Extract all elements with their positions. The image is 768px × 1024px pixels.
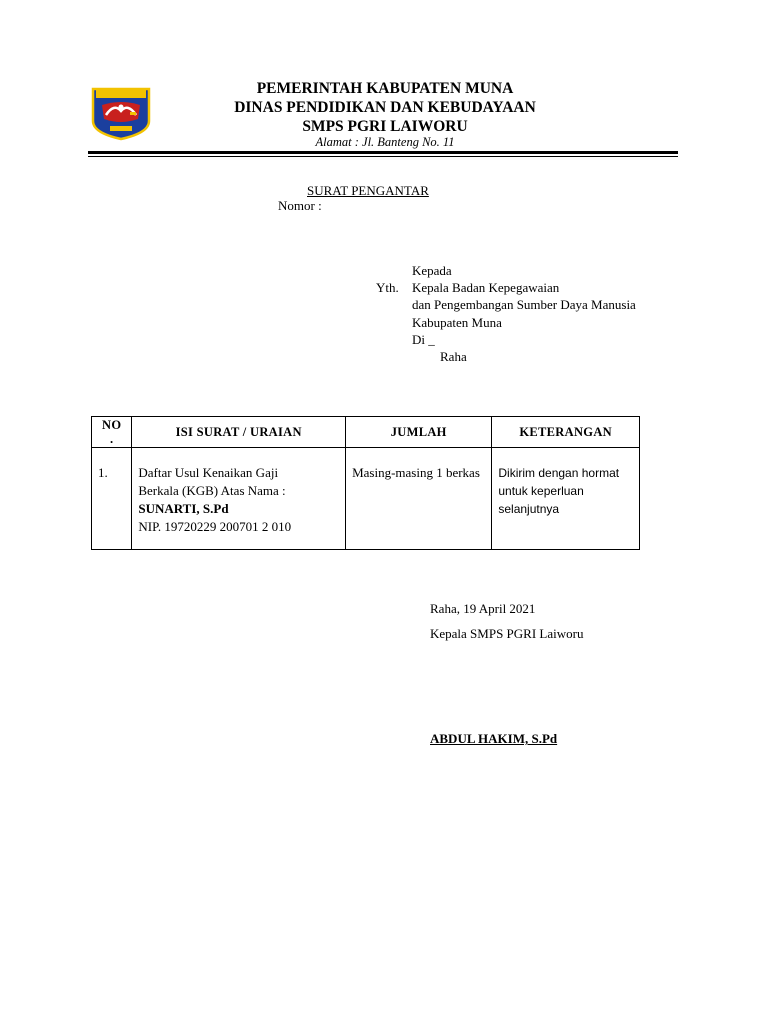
cell-jumlah: Masing-masing 1 berkas bbox=[346, 448, 492, 550]
table-header-row bbox=[92, 417, 640, 448]
recipient-yth: Yth. bbox=[376, 280, 399, 295]
isi-line1: Daftar Usul Kenaikan Gaji bbox=[138, 465, 279, 480]
recipient-di: Di _ bbox=[412, 332, 435, 347]
recipient-line2: dan Pengembangan Sumber Daya Manusia bbox=[412, 297, 636, 312]
header-rule-thin bbox=[88, 156, 678, 157]
recipient-kepada: Kepada bbox=[412, 263, 452, 278]
isi-line2: Berkala (KGB) Atas Nama : bbox=[138, 483, 286, 498]
header-school: SMPS PGRI LAIWORU bbox=[302, 118, 468, 135]
letter-number-label: Nomor : bbox=[278, 198, 322, 213]
signature-position: Kepala SMPS PGRI Laiworu bbox=[430, 626, 584, 641]
recipient-line3: Kabupaten Muna bbox=[412, 315, 502, 330]
header-address: Alamat : Jl. Banteng No. 11 bbox=[315, 135, 455, 149]
cell-no: 1. bbox=[92, 448, 132, 550]
kabupaten-muna-logo bbox=[90, 85, 152, 141]
header-isi: ISI SURAT / URAIAN bbox=[132, 417, 346, 448]
cell-keterangan: Dikirim dengan hormat untuk keperluan selanjutnya bbox=[492, 448, 640, 550]
isi-nip: NIP. 19720229 200701 2 010 bbox=[138, 519, 292, 534]
recipient-city: Raha bbox=[440, 349, 467, 364]
header-jumlah: JUMLAH bbox=[346, 417, 492, 448]
isi-name: SUNARTI, S.Pd bbox=[138, 501, 229, 516]
letter-table bbox=[91, 416, 640, 550]
letter-title: SURAT PENGANTAR bbox=[307, 183, 429, 198]
header-agency: DINAS PENDIDIKAN DAN KEBUDAYAAN bbox=[234, 99, 536, 116]
signature-name: ABDUL HAKIM, S.Pd bbox=[430, 731, 558, 746]
recipient-line1: Kepala Badan Kepegawaian bbox=[412, 280, 560, 295]
table-row bbox=[92, 448, 640, 550]
signature-place-date: Raha, 19 April 2021 bbox=[430, 601, 536, 616]
header-government: PEMERINTAH KABUPATEN MUNA bbox=[256, 80, 514, 97]
header-keterangan: KETERANGAN bbox=[492, 417, 640, 448]
header-rule-thick bbox=[88, 151, 678, 154]
cell-isi bbox=[132, 448, 346, 550]
header-no: NO . bbox=[92, 417, 132, 448]
